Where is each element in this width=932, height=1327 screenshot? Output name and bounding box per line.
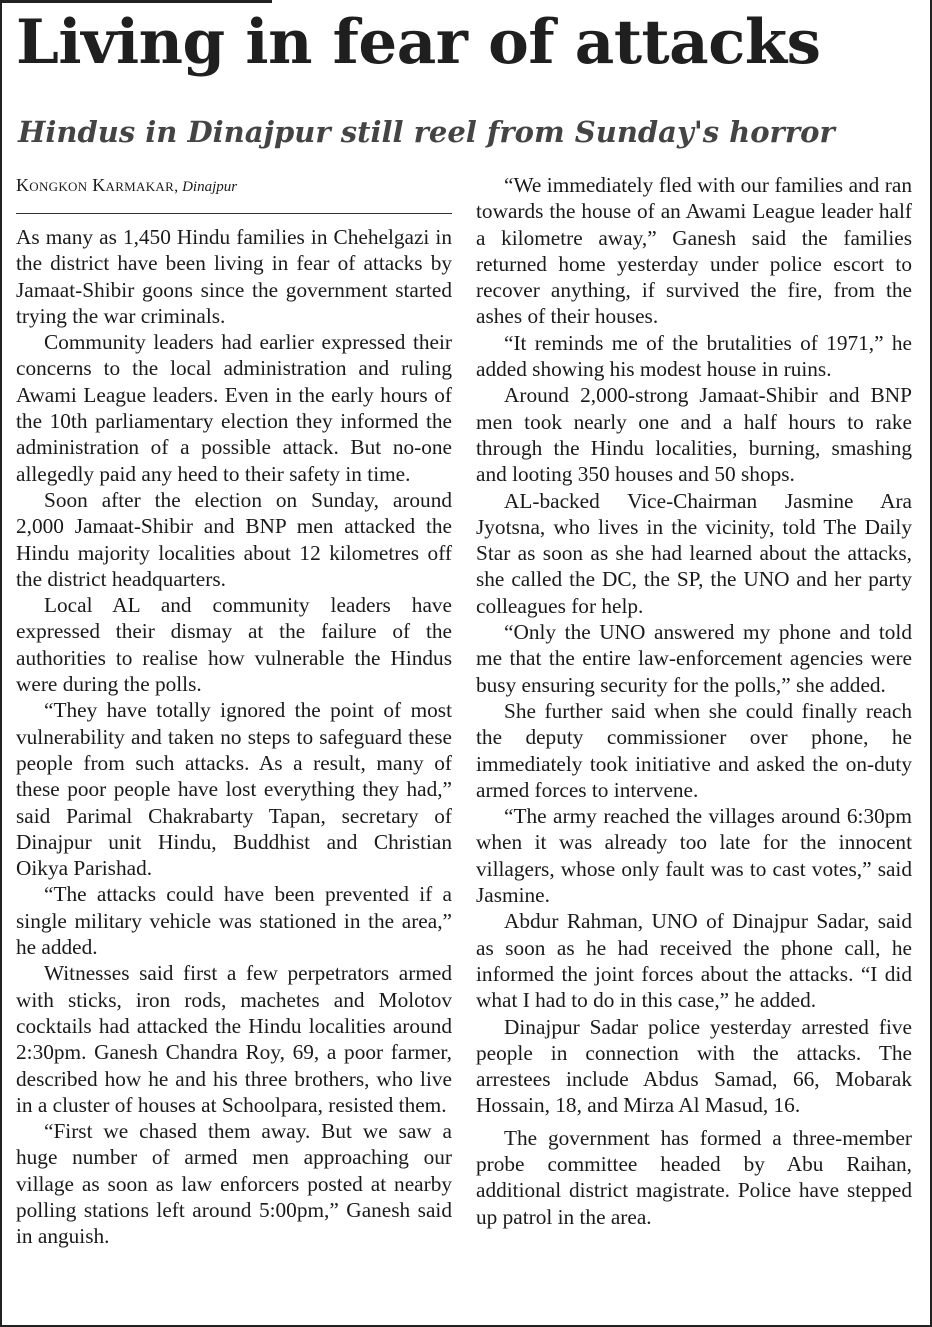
- paragraph: Around 2,000-strong Jamaat-Shibir and BNP men took nearly one and a half hours to rake through the Hindu localities, burning, smashing and looting 350 houses and 50 shops.: [476, 383, 912, 487]
- byline-location: Dinajpur: [182, 179, 238, 195]
- headline: Living in fear of attacks: [16, 7, 821, 78]
- paragraph: “The army reached the villages around 6:30pm when it was already too late for the innocent villagers, whose only fault was to cast votes,” said Jasmine.: [476, 804, 912, 908]
- paragraph: AL-backed Vice-Chairman Jasmine Ara Jyotsna, who lives in the vicinity, told The Daily Star as soon as she had learned about the attacks, she called the DC, the SP, the UNO and her party colleagues for help.: [476, 488, 912, 618]
- paragraph: Witnesses said first a few perpetrators armed with sticks, iron rods, machetes and Molotov cocktails had attacked the Hindu localities around 2:30pm. Ganesh Chandra Roy, 69, a poor farmer, described how he and his three brothers, who live in a cluster of houses at Schoolpara, resisted them.: [16, 961, 452, 1117]
- paragraph: “It reminds me of the brutalities of 1971,” he added showing his modest house in ruins.: [476, 330, 912, 382]
- top-rule: [2, 0, 272, 3]
- paragraph: Dinajpur Sadar police yesterday arrested five people in connection with the attacks. The arrestees include Abdus Samad, 66, Mobarak Hossain, 18, and Mirza Al Masud, 16.: [476, 1014, 912, 1118]
- paragraph: She further said when she could finally reach the deputy commissioner over phone, he immediately took initiative and asked the on-duty armed forces to intervene.: [476, 698, 912, 802]
- paragraph: “Only the UNO answered my phone and told me that the entire law-enforcement agencies were busy ensuring security for the polls,” she added.: [476, 620, 912, 697]
- byline-author: Kongkon Karmakar: [16, 175, 175, 195]
- paragraph: “They have totally ignored the point of most vulnerability and taken no steps to safeguard these people from such attacks. As a result, many of these poor people have lost everything they had,” said Parimal Chakrabarty Tapan, secretary of Dinajpur unit Hindu, Buddhist and Christian Oikya Parishad.: [16, 698, 452, 881]
- right-column: [476, 172, 912, 1230]
- paragraph: “We immediately fled with our families and ran towards the house of an Awami League leader half a kilometre away,” Ganesh said the families returned home yesterday under police escort to recover anything, if survived the fire, from the ashes of their houses.: [476, 173, 912, 329]
- paragraph: “The attacks could have been prevented if a single military vehicle was stationed in the area,” he added.: [16, 882, 452, 960]
- left-column: [16, 172, 452, 1250]
- paragraph: As many as 1,450 Hindu families in Chehelgazi in the district have been living in fear of attacks by Jamaat-Shibir goons since the government started trying the war criminals.: [16, 225, 452, 328]
- paragraph: Local AL and community leaders have expressed their dismay at the failure of the authorities to realise how vulnerable the Hindus were during the polls.: [16, 593, 452, 697]
- paragraph: “First we chased them away. But we saw a huge number of armed men approaching our village as soon as law enforcers posted at nearby polling stations left around 5:00pm,” Ganesh said in anguish.: [16, 1119, 452, 1249]
- paragraph: Abdur Rahman, UNO of Dinajpur Sadar, said as soon as he had received the phone call, he informed the joint forces about the attacks. “I did what I had to do in this case,” he added.: [476, 909, 912, 1013]
- paragraph: Soon after the election on Sunday, around 2,000 Jamaat-Shibir and BNP men attacked the Hindu majority localities about 12 kilometres off the district headquarters.: [16, 487, 452, 591]
- paragraph: The government has formed a three-member probe committee headed by Abu Raihan, additional district magistrate. Police have stepped up patrol in the area.: [476, 1125, 912, 1229]
- subheadline: Hindus in Dinajpur still reel from Sunday's horror: [18, 115, 835, 149]
- paragraph: Community leaders had earlier expressed their concerns to the local administration and ruling Awami League leaders. Even in the early hours of the 10th parliamentary election they informed the administration of a possible attack. But no-one allegedly paid any heed to their safety in time.: [16, 330, 452, 486]
- byline-separator: ,: [174, 178, 183, 195]
- byline: [16, 172, 452, 214]
